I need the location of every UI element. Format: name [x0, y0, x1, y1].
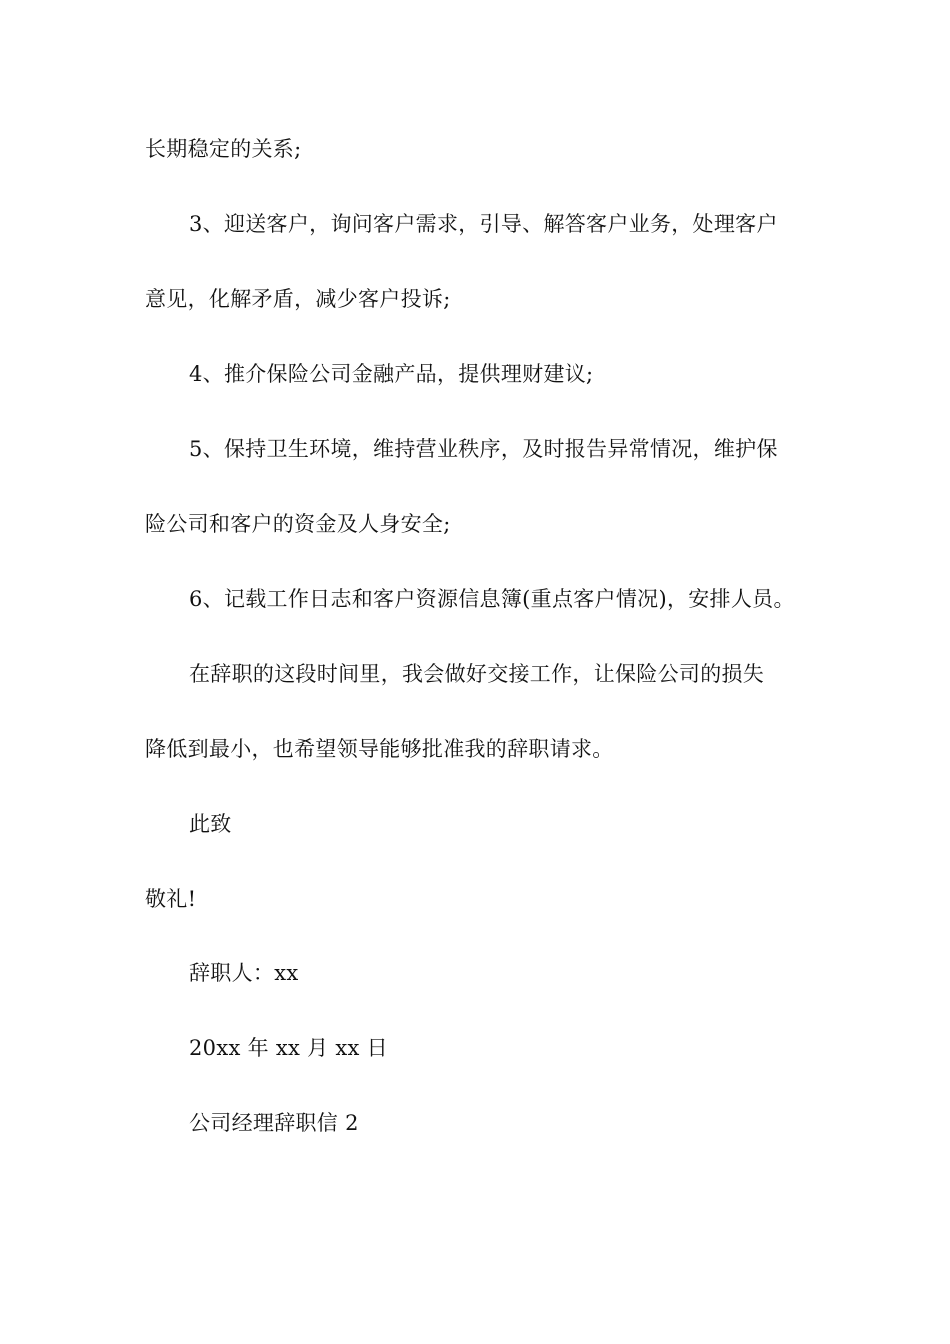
text-line-1: 长期稳定的关系; [145, 137, 302, 161]
text-line-6: 险公司和客户的资金及人身安全; [145, 512, 451, 536]
text-line-7: 6、记载工作日志和客户资源信息簿(重点客户情况)，安排人员。 [189, 587, 795, 611]
text-line-3: 意见，化解矛盾，减少客户投诉; [145, 287, 451, 311]
closing-respect: 敬礼! [145, 887, 197, 911]
date-line: 20xx 年 xx 月 xx 日 [189, 1036, 388, 1060]
text-line-9: 降低到最小，也希望领导能够批准我的辞职请求。 [145, 737, 614, 761]
text-line-8: 在辞职的这段时间里，我会做好交接工作，让保险公司的损失 [189, 662, 765, 686]
signer-line: 辞职人：xx [189, 961, 299, 985]
next-letter-title: 公司经理辞职信 2 [189, 1111, 359, 1135]
text-line-4: 4、推介保险公司金融产品，提供理财建议; [189, 362, 594, 386]
closing-salutation: 此致 [189, 812, 232, 836]
text-line-2: 3、迎送客户，询问客户需求，引导、解答客户业务，处理客户 [189, 212, 778, 236]
text-line-5: 5、保持卫生环境，维持营业秩序，及时报告异常情况，维护保 [189, 437, 778, 461]
